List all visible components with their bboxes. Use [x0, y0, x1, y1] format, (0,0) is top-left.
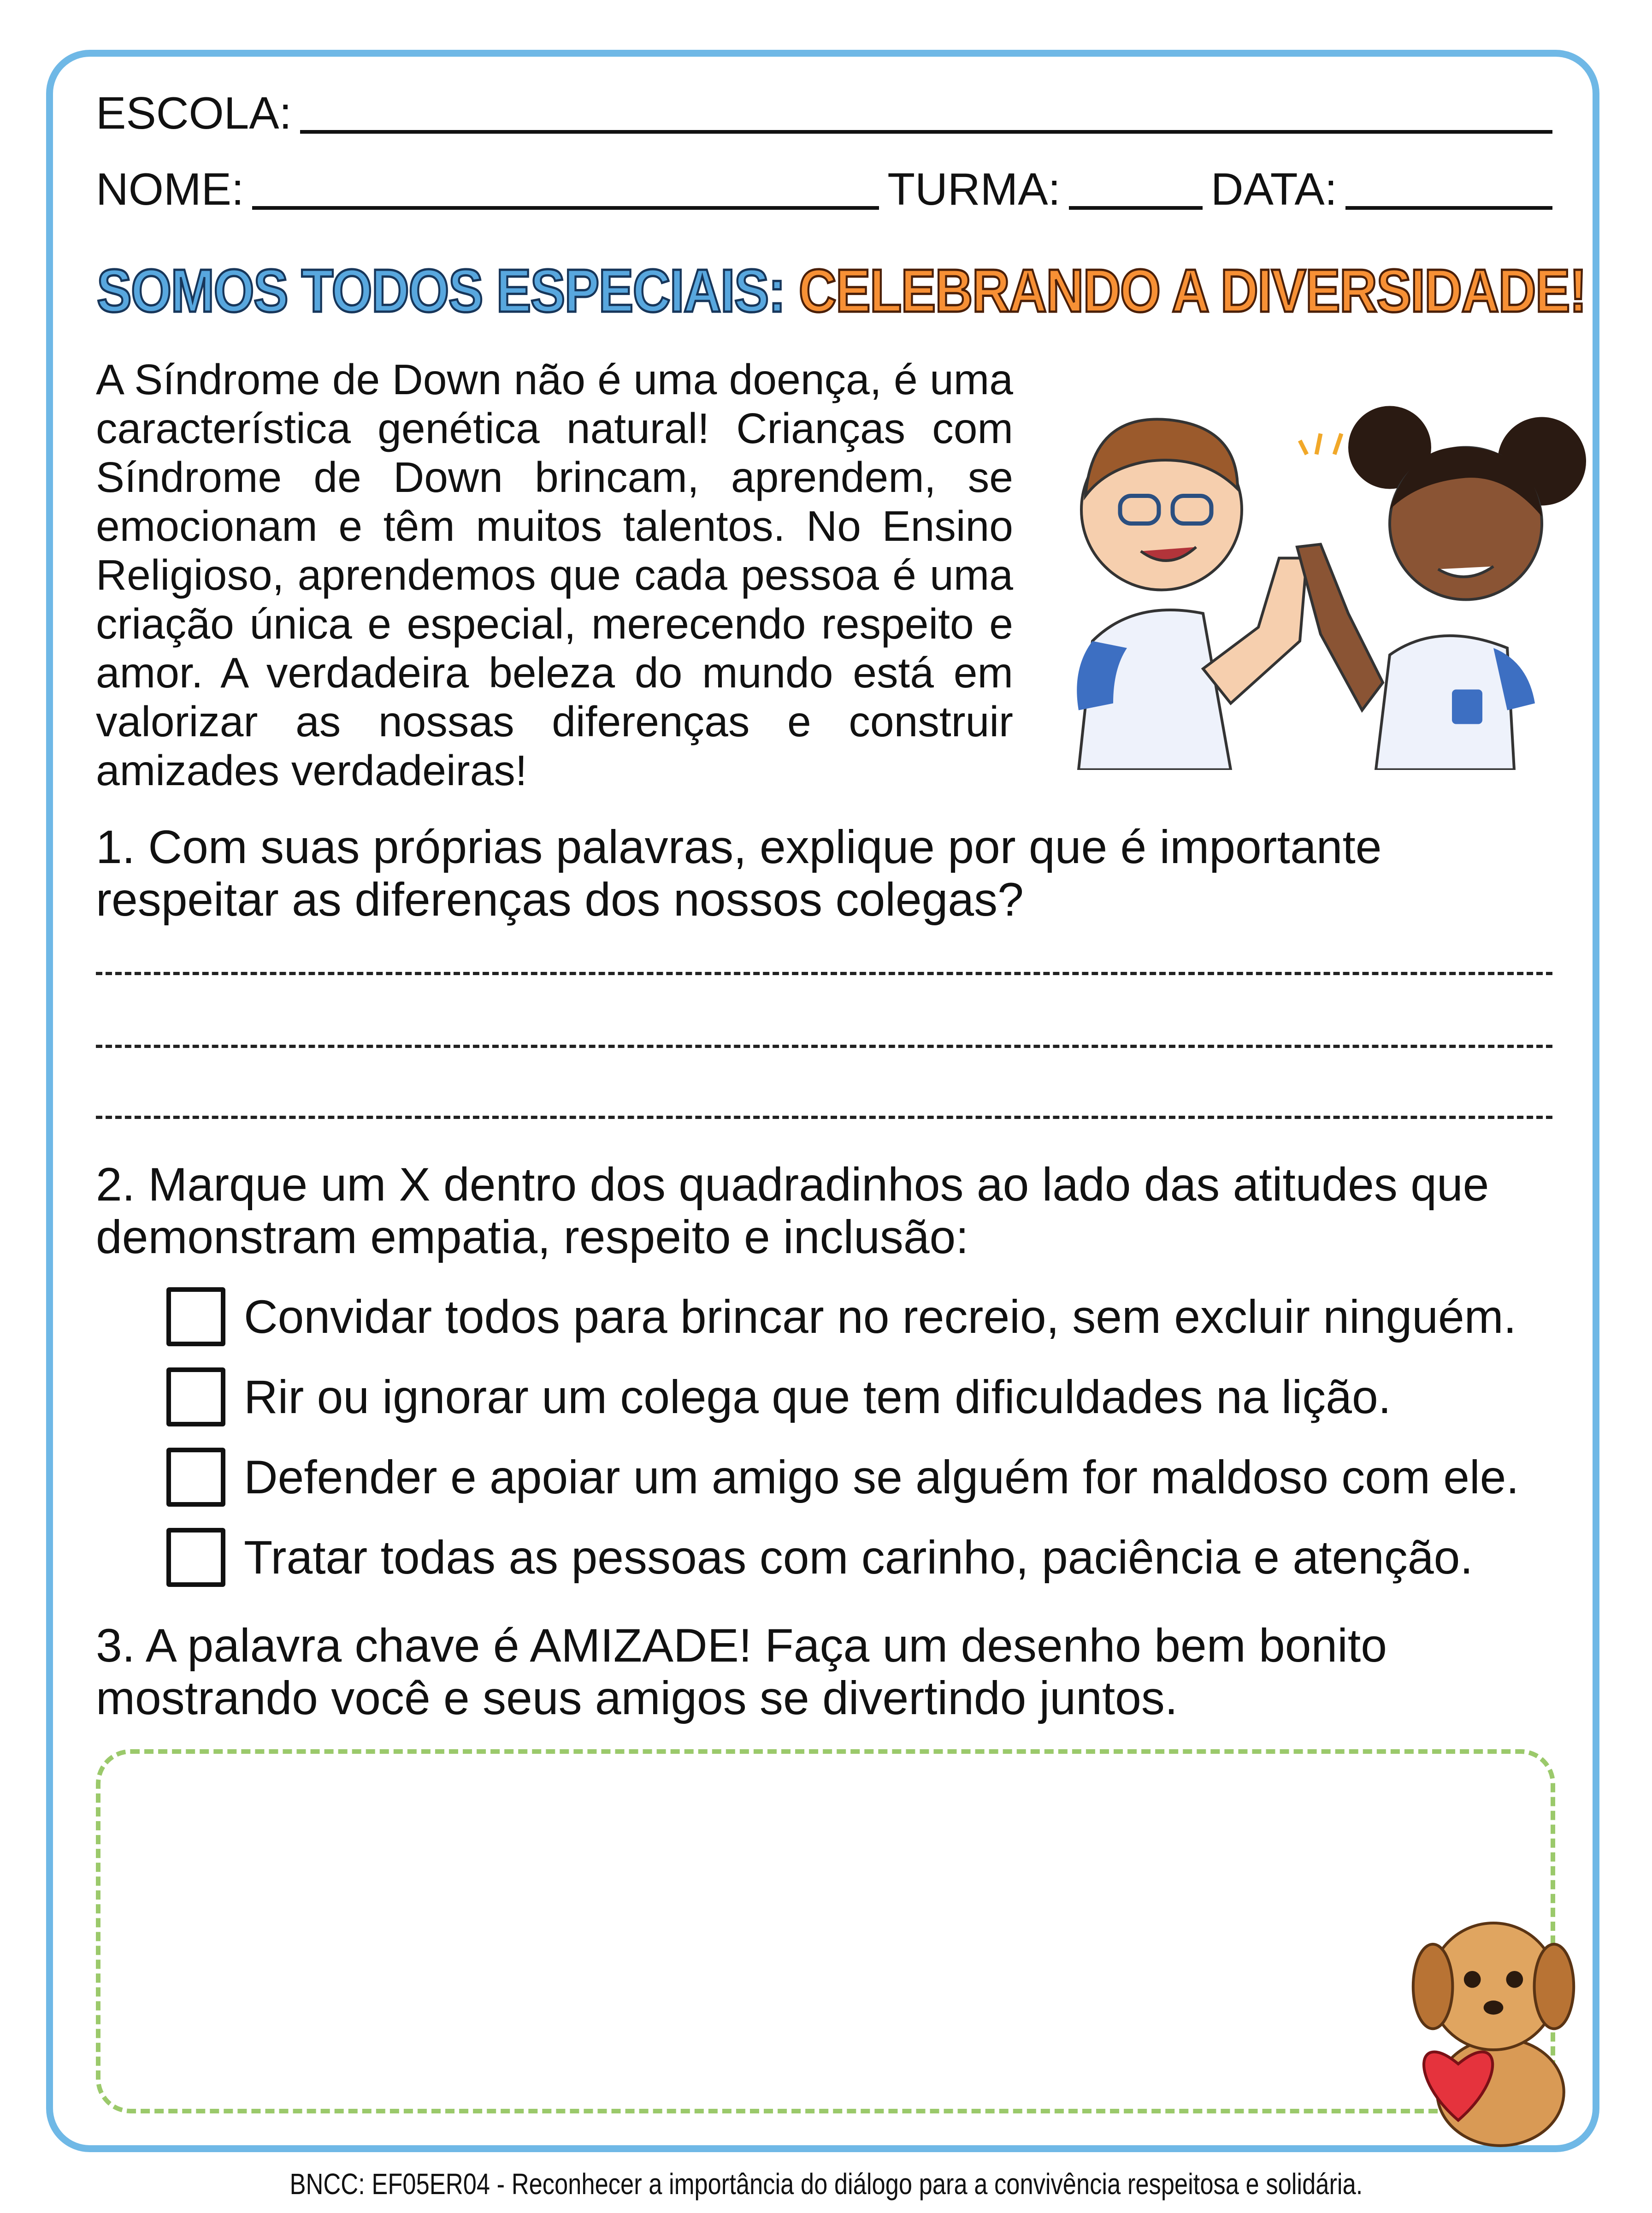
footer-text: BNCC: EF05ER04 - Reconhecer a importância do diálogo para a convivência respeitosa e solidária.: [289, 2167, 1363, 2201]
name-row: [96, 164, 1552, 214]
question-2: 2. Marque um X dentro dos quadradinhos ao lado das atitudes que demonstram empatia, respeito e inclusão:: [96, 1158, 1489, 1263]
girl-figure: [1297, 406, 1586, 770]
drawing-area[interactable]: [96, 1749, 1555, 2113]
school-row: [96, 88, 1552, 138]
checkbox-item: [166, 1367, 1391, 1426]
checkbox-item: [166, 1448, 1519, 1507]
answer-line-1[interactable]: [96, 972, 1552, 975]
boy-figure: [1077, 419, 1307, 769]
checkbox-label: Defender e apoiar um amigo se alguém for maldoso com ele.: [244, 1450, 1519, 1503]
checkbox-label: Tratar todas as pessoas com carinho, paciência e atenção.: [244, 1531, 1473, 1584]
title-part2: CELEBRANDO A DIVERSIDADE!: [798, 257, 1586, 325]
date-field[interactable]: [1345, 169, 1552, 210]
answer-line-2[interactable]: [96, 1045, 1552, 1048]
title-part1: SOMOS TODOS ESPECIAIS:: [97, 257, 785, 325]
class-field[interactable]: [1069, 169, 1203, 210]
class-label: TURMA:: [887, 164, 1061, 214]
checkbox[interactable]: [166, 1367, 225, 1426]
question-3: 3. A palavra chave é AMIZADE! Faça um desenho bem bonito mostrando você e seus amigos se divertindo juntos.: [96, 1619, 1387, 1724]
checkbox[interactable]: [166, 1287, 225, 1346]
checkbox-item: [166, 1287, 1516, 1346]
children-high-five-illustration: [1051, 378, 1590, 770]
intro-paragraph: A Síndrome de Down não é uma doença, é uma característica genética natural! Crianças com Síndrome de Down brincam, aprendem, se emocionam e têm muitos talentos. No Ensino Religioso, aprendemos que cada pessoa é uma criação única e especial, merecendo respeito e amor. A verdadeira beleza do mundo está em valorizar as nossas diferenças e construir amizades verdadeiras!: [96, 355, 1013, 794]
date-label: DATA:: [1210, 164, 1337, 214]
page-title: [97, 256, 1586, 325]
school-label: ESCOLA:: [96, 88, 292, 138]
puppy-with-heart-icon: [1387, 1895, 1599, 2148]
checkbox[interactable]: [166, 1448, 225, 1507]
checkbox-item: [166, 1528, 1473, 1587]
name-label: NOME:: [96, 164, 244, 214]
name-field[interactable]: [252, 169, 879, 210]
checkbox[interactable]: [166, 1528, 225, 1587]
bncc-footer: [0, 2167, 1652, 2201]
school-field[interactable]: [300, 93, 1552, 134]
answer-line-3[interactable]: [96, 1116, 1552, 1119]
question-1: 1. Com suas próprias palavras, explique por que é importante respeitar as diferenças dos nossos colegas?: [96, 821, 1382, 926]
checkbox-label: Rir ou ignorar um colega que tem dificuldades na lição.: [244, 1370, 1392, 1423]
checkbox-label: Convidar todos para brincar no recreio, sem excluir ninguém.: [244, 1290, 1516, 1343]
